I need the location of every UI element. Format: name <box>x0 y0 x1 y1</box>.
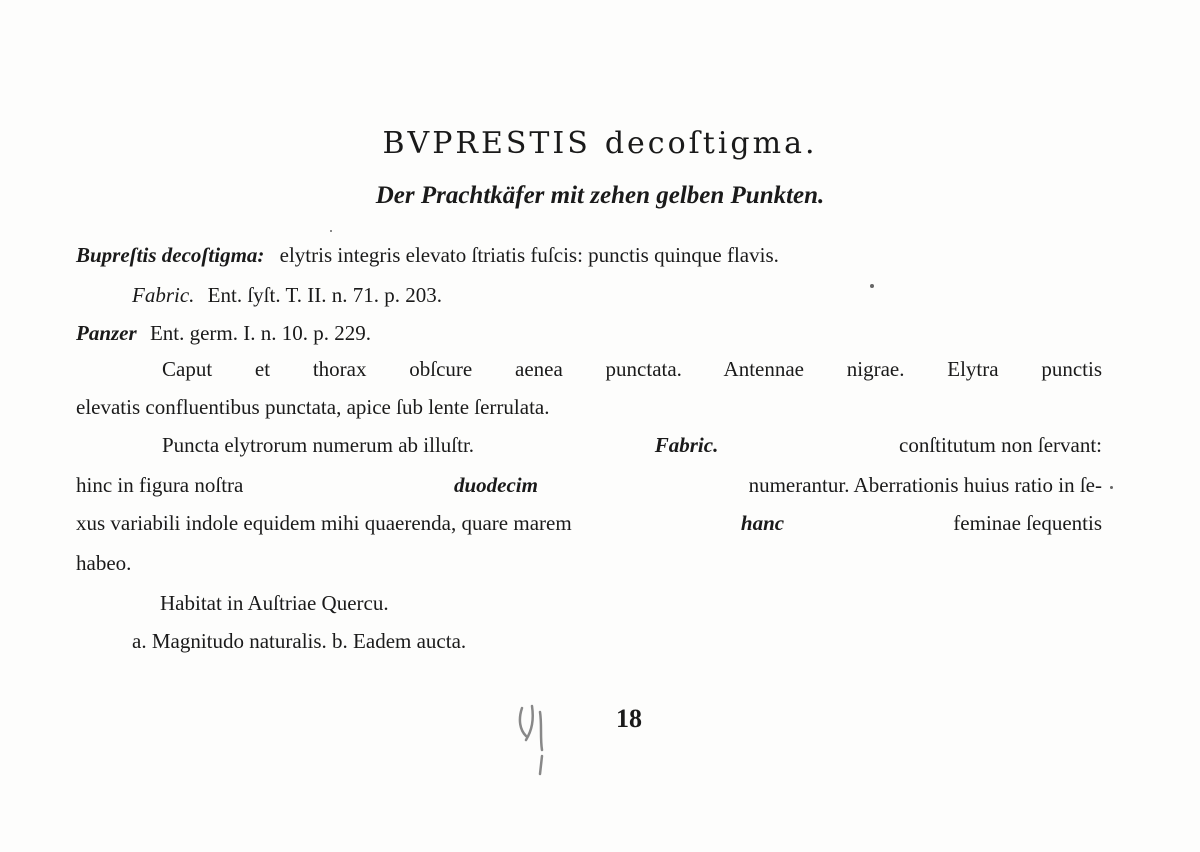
author-fabricius: Fabric. <box>132 283 195 307</box>
figure-caption: a. Magnitudo naturalis. b. Eadem aucta. <box>132 629 467 653</box>
remark-text-f: feminae ſequentis <box>953 511 1102 535</box>
title-species: decoſtigma. <box>604 126 818 161</box>
paper-speck <box>1110 486 1113 489</box>
pencil-mark-icon <box>512 700 562 780</box>
remark-emphasis-hanc: hanc <box>740 511 785 535</box>
page-subtitle: Der Prachtkäfer mit zehen gelben Punkten. <box>375 182 825 209</box>
synonym-line-3 <box>76 320 371 346</box>
remark-text-b: conſtitutum non ſervant: <box>899 433 1102 457</box>
remark-text-e: xus variabili indole equidem mihi quaerenda, quare marem <box>76 511 572 535</box>
reference-panzer: Ent. germ. I. n. 10. p. 229. <box>149 321 371 345</box>
remark-line-4: habeo. <box>76 551 132 575</box>
remark-emphasis-duodecim: duodecim <box>453 473 538 497</box>
remark-text-d: numerantur. Aberrationis huius ratio in ſe- <box>748 473 1102 497</box>
author-panzer: Panzer <box>76 321 137 345</box>
remark-text-a: Puncta elytrorum numerum ab illuſtr. <box>162 433 475 457</box>
remark-line-1 <box>162 432 1102 458</box>
synonym-line-1 <box>76 242 1102 268</box>
page-title <box>0 126 1200 161</box>
remark-author: Fabric. <box>654 433 719 457</box>
paper-speck <box>330 230 332 232</box>
page-number: 18 <box>616 704 642 733</box>
description-line-1: Caput et thorax obſcure aenea punctata. Antennae nigrae. Elytra punctis <box>162 357 1102 381</box>
title-genus: BVPRESTIS <box>382 126 591 161</box>
remark-text-c: hinc in figura noſtra <box>76 473 244 497</box>
remark-line-3 <box>76 510 1102 536</box>
habitat-line: Habitat in Auſtriae Quercu. <box>160 591 389 615</box>
species-name: Bupreſtis decoſtigma: <box>76 243 265 267</box>
reference-fabricius: Ent. ſyſt. T. II. n. 71. p. 203. <box>207 283 442 307</box>
synonym-line-2 <box>132 282 442 308</box>
paper-speck <box>870 284 874 288</box>
species-diagnosis: elytris integris elevato ſtriatis fuſcis: punctis quinque flavis. <box>279 243 779 267</box>
remark-line-2 <box>76 472 1102 498</box>
description-line-2: elevatis confluentibus punctata, apice ſub lente ſerrulata. <box>76 395 550 419</box>
